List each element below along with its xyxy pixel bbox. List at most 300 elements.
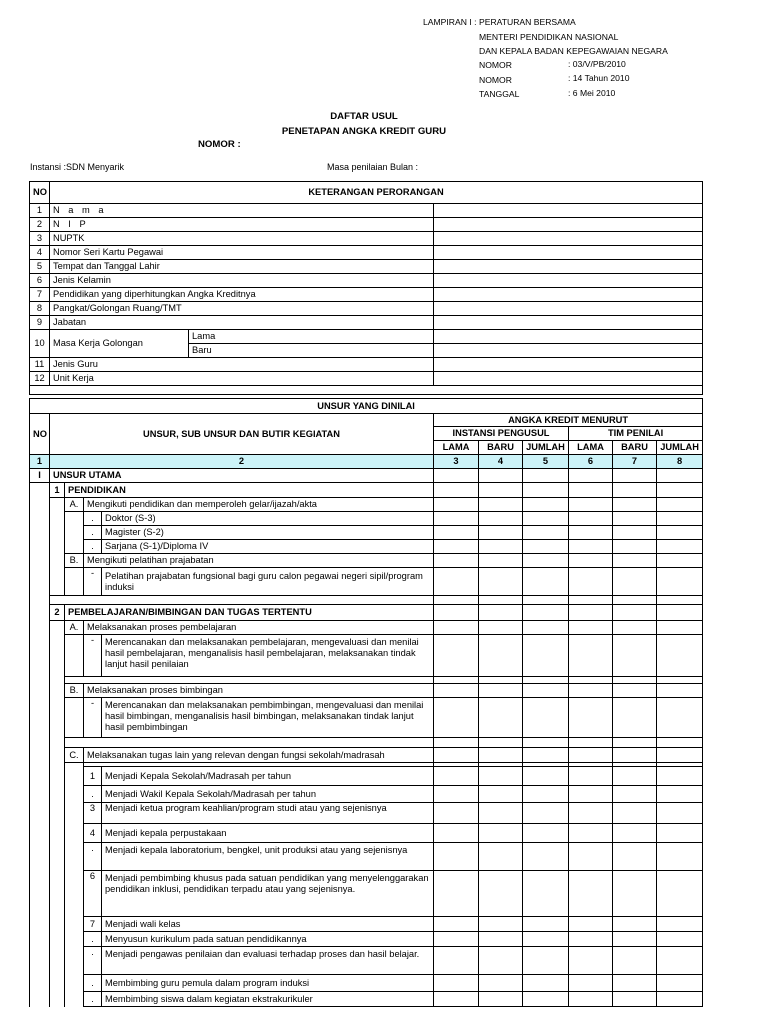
value-cell bbox=[65, 871, 84, 917]
value-cell bbox=[613, 824, 657, 843]
item-marker: . bbox=[84, 512, 102, 526]
value-cell bbox=[657, 605, 703, 621]
value-cell bbox=[569, 469, 613, 483]
value-cell bbox=[657, 767, 703, 786]
masa-penilaian-label: Masa penilaian Bulan : bbox=[327, 162, 419, 172]
value-cell bbox=[657, 526, 703, 540]
value-cell bbox=[434, 932, 479, 947]
value-cell bbox=[479, 596, 523, 605]
value-cell bbox=[65, 824, 84, 843]
value-cell bbox=[613, 554, 657, 568]
field-pangkat-label: Pangkat/Golongan Ruang/TMT bbox=[50, 302, 434, 316]
value-cell bbox=[65, 843, 84, 871]
value-cell bbox=[30, 568, 50, 596]
value-cell bbox=[65, 568, 84, 596]
field-masa-kerja-label: Masa Kerja Golongan bbox=[50, 330, 189, 358]
value-cell bbox=[657, 932, 703, 947]
value-cell bbox=[50, 540, 65, 554]
value-cell bbox=[50, 824, 65, 843]
item-text: Menyusun kurikulum pada satuan pendidikannya bbox=[102, 932, 434, 947]
meta-label-3: TANGGAL bbox=[479, 89, 520, 99]
value-cell bbox=[613, 767, 657, 786]
field-unit-kerja-value[interactable] bbox=[434, 372, 703, 386]
row-no: 6 bbox=[30, 274, 50, 288]
value-cell bbox=[50, 786, 65, 803]
value-cell bbox=[523, 975, 569, 992]
row-no: 1 bbox=[30, 204, 50, 218]
value-cell bbox=[30, 975, 50, 992]
unsur-col-desc: UNSUR, SUB UNSUR DAN BUTIR KEGIATAN bbox=[50, 414, 434, 455]
value-cell bbox=[523, 992, 569, 1007]
value-cell bbox=[434, 540, 479, 554]
item-marker: . bbox=[84, 843, 102, 871]
field-nip-label: N I P bbox=[50, 218, 434, 232]
nomor-label: NOMOR : bbox=[198, 139, 241, 150]
value-cell bbox=[479, 568, 523, 596]
value-cell bbox=[30, 871, 50, 917]
value-cell bbox=[434, 975, 479, 992]
value-cell bbox=[657, 824, 703, 843]
value-cell bbox=[569, 605, 613, 621]
col-num: 1 bbox=[30, 455, 50, 469]
field-jabatan-label: Jabatan bbox=[50, 316, 434, 330]
value-cell bbox=[65, 917, 84, 932]
item-marker: . bbox=[84, 786, 102, 803]
value-cell bbox=[613, 568, 657, 596]
personal-info-table bbox=[29, 181, 703, 395]
sub-unsur-number: 2 bbox=[50, 605, 65, 621]
value-cell bbox=[434, 526, 479, 540]
value-cell bbox=[30, 621, 50, 635]
field-unit-kerja-label: Unit Kerja bbox=[50, 372, 434, 386]
value-cell bbox=[569, 786, 613, 803]
value-cell bbox=[479, 498, 523, 512]
value-cell bbox=[657, 596, 703, 605]
value-cell bbox=[50, 526, 65, 540]
field-nuptk-value[interactable] bbox=[434, 232, 703, 246]
value-cell bbox=[613, 605, 657, 621]
value-cell bbox=[569, 947, 613, 975]
col-num: 5 bbox=[523, 455, 569, 469]
item-text: Menjadi kepala laboratorium, bengkel, unit produksi atau yang sejenisnya bbox=[102, 843, 434, 871]
value-cell bbox=[434, 871, 479, 917]
value-cell bbox=[65, 992, 84, 1007]
value-cell bbox=[613, 621, 657, 635]
row-no: 9 bbox=[30, 316, 50, 330]
value-cell bbox=[50, 932, 65, 947]
value-cell bbox=[569, 767, 613, 786]
value-cell bbox=[65, 947, 84, 975]
item-text: Menjadi ketua program keahlian/program studi atau yang sejenisnya bbox=[102, 803, 434, 824]
value-cell bbox=[479, 843, 523, 871]
field-jenis-kelamin-value[interactable] bbox=[434, 274, 703, 288]
value-cell bbox=[479, 540, 523, 554]
value-cell bbox=[479, 469, 523, 483]
meta-value-2: : 14 Tahun 2010 bbox=[568, 73, 630, 83]
item-text: Menjadi Wakil Kepala Sekolah/Madrasah per tahun bbox=[102, 786, 434, 803]
value-cell bbox=[613, 596, 657, 605]
value-cell bbox=[569, 483, 613, 498]
value-cell bbox=[65, 526, 84, 540]
row-no: 3 bbox=[30, 232, 50, 246]
item-marker: . bbox=[84, 975, 102, 992]
value-cell bbox=[569, 698, 613, 738]
lampiran-line-1: PERATURAN BERSAMA bbox=[479, 17, 576, 27]
value-cell bbox=[613, 498, 657, 512]
value-cell bbox=[434, 947, 479, 975]
value-cell bbox=[30, 748, 50, 763]
sub-unsur-number: 1 bbox=[50, 483, 65, 498]
col-num: 2 bbox=[50, 455, 434, 469]
col-num: 8 bbox=[657, 455, 703, 469]
col-num: 4 bbox=[479, 455, 523, 469]
value-cell bbox=[50, 843, 65, 871]
value-cell bbox=[65, 677, 434, 684]
item-marker: 3 bbox=[84, 803, 102, 824]
item-marker: 6 bbox=[84, 871, 102, 917]
unsur-col-no: NO bbox=[30, 414, 50, 455]
value-cell bbox=[434, 917, 479, 932]
item-text: Menjadi pembimbing khusus pada satuan pendidikan yang menyelenggarakan pendidikan inklusi, pendidikan terpadu atau yang sejenisnya. bbox=[102, 871, 434, 917]
item-marker: . bbox=[84, 992, 102, 1007]
value-cell bbox=[50, 917, 65, 932]
lampiran-label: LAMPIRAN I : bbox=[423, 17, 477, 27]
item-marker: . bbox=[84, 526, 102, 540]
value-cell bbox=[434, 803, 479, 824]
item-marker: 7 bbox=[84, 917, 102, 932]
value-cell bbox=[434, 635, 479, 677]
value-cell bbox=[30, 917, 50, 932]
sub-header-lama: LAMA bbox=[434, 441, 479, 455]
item-marker: - bbox=[84, 568, 102, 596]
value-cell bbox=[479, 698, 523, 738]
value-cell bbox=[523, 498, 569, 512]
value-cell bbox=[523, 483, 569, 498]
field-karpeg-value[interactable] bbox=[434, 246, 703, 260]
value-cell bbox=[50, 698, 65, 738]
value-cell bbox=[613, 738, 657, 748]
item-text: Merencanakan dan melaksanakan pembelajaran, mengevaluasi dan menilai hasil pembelajaran, menganalisis hasil pembelajaran, melaksanakan tindak lanjut hasil penilaian bbox=[102, 635, 434, 677]
value-cell bbox=[657, 992, 703, 1007]
value-cell bbox=[30, 684, 50, 698]
item-text: Melaksanakan tugas lain yang relevan dengan fungsi sekolah/madrasah bbox=[84, 748, 434, 763]
value-cell bbox=[479, 803, 523, 824]
value-cell bbox=[479, 824, 523, 843]
field-pendidikan-value[interactable] bbox=[434, 288, 703, 302]
field-jenis-kelamin-label: Jenis Kelamin bbox=[50, 274, 434, 288]
value-cell bbox=[30, 540, 50, 554]
value-cell bbox=[50, 992, 65, 1007]
value-cell bbox=[657, 786, 703, 803]
value-cell bbox=[657, 568, 703, 596]
value-cell bbox=[523, 677, 569, 684]
field-ttl-value[interactable] bbox=[434, 260, 703, 274]
item-text: Menjadi kepala perpustakaan bbox=[102, 824, 434, 843]
col-num: 3 bbox=[434, 455, 479, 469]
item-letter: B. bbox=[65, 684, 84, 698]
value-cell bbox=[479, 483, 523, 498]
value-cell bbox=[30, 596, 50, 605]
value-cell bbox=[479, 786, 523, 803]
item-text: Doktor (S-3) bbox=[102, 512, 434, 526]
value-cell bbox=[50, 498, 65, 512]
value-cell bbox=[50, 738, 65, 748]
value-cell bbox=[569, 540, 613, 554]
value-cell bbox=[523, 786, 569, 803]
value-cell bbox=[657, 871, 703, 917]
value-cell bbox=[434, 748, 479, 763]
value-cell bbox=[657, 917, 703, 932]
value-cell bbox=[613, 469, 657, 483]
value-cell bbox=[523, 540, 569, 554]
value-cell bbox=[523, 767, 569, 786]
title-line-2: PENETAPAN ANGKA KREDIT GURU bbox=[281, 126, 447, 137]
value-cell bbox=[434, 512, 479, 526]
field-nip-value[interactable] bbox=[434, 218, 703, 232]
item-text: Mengikuti pendidikan dan memperoleh gelar/ijazah/akta bbox=[84, 498, 434, 512]
value-cell bbox=[65, 932, 84, 947]
value-cell bbox=[479, 635, 523, 677]
value-cell bbox=[434, 767, 479, 786]
sub-unsur-pembelajaran: PEMBELAJARAN/BIMBINGAN DAN TUGAS TERTENTU bbox=[65, 605, 434, 621]
value-cell bbox=[65, 767, 84, 786]
value-cell bbox=[434, 605, 479, 621]
value-cell bbox=[569, 843, 613, 871]
value-cell bbox=[65, 512, 84, 526]
value-cell bbox=[613, 843, 657, 871]
value-cell bbox=[657, 621, 703, 635]
value-cell bbox=[523, 871, 569, 917]
value-cell bbox=[613, 975, 657, 992]
value-cell bbox=[479, 871, 523, 917]
value-cell bbox=[30, 803, 50, 824]
sub-header-baru: BARU bbox=[479, 441, 523, 455]
row-no: 10 bbox=[30, 330, 50, 358]
value-cell bbox=[50, 767, 65, 786]
field-ttl-label: Tempat dan Tanggal Lahir bbox=[50, 260, 434, 274]
value-cell bbox=[613, 540, 657, 554]
value-cell bbox=[479, 947, 523, 975]
value-cell bbox=[657, 947, 703, 975]
value-cell bbox=[434, 621, 479, 635]
value-cell bbox=[569, 498, 613, 512]
value-cell bbox=[569, 554, 613, 568]
value-cell bbox=[657, 698, 703, 738]
item-marker: - bbox=[84, 698, 102, 738]
item-letter: A. bbox=[65, 621, 84, 635]
value-cell bbox=[523, 803, 569, 824]
value-cell bbox=[569, 871, 613, 917]
row-no: 4 bbox=[30, 246, 50, 260]
value-cell bbox=[434, 738, 479, 748]
value-cell bbox=[523, 512, 569, 526]
value-cell bbox=[434, 677, 479, 684]
value-cell bbox=[434, 498, 479, 512]
value-cell bbox=[657, 748, 703, 763]
item-text: Pelatihan prajabatan fungsional bagi guru calon pegawai negeri sipil/program induksi bbox=[102, 568, 434, 596]
row-no: 11 bbox=[30, 358, 50, 372]
value-cell bbox=[523, 605, 569, 621]
value-cell bbox=[30, 635, 50, 677]
item-text: Membimbing guru pemula dalam program induksi bbox=[102, 975, 434, 992]
value-cell bbox=[65, 975, 84, 992]
item-text: Menjadi pengawas penilaian dan evaluasi terhadap proses dan hasil belajar. bbox=[102, 947, 434, 975]
roman-numeral: I bbox=[30, 469, 50, 483]
value-cell bbox=[30, 554, 50, 568]
value-cell bbox=[479, 767, 523, 786]
item-marker: 4 bbox=[84, 824, 102, 843]
value-cell bbox=[479, 512, 523, 526]
value-cell bbox=[50, 684, 65, 698]
value-cell bbox=[65, 698, 84, 738]
field-nama-value[interactable] bbox=[434, 204, 703, 218]
value-cell bbox=[30, 677, 50, 684]
sub-header-baru: BARU bbox=[613, 441, 657, 455]
value-cell bbox=[569, 677, 613, 684]
value-cell bbox=[479, 684, 523, 698]
value-cell bbox=[569, 621, 613, 635]
masa-kerja-baru-value[interactable] bbox=[434, 344, 703, 358]
value-cell bbox=[569, 512, 613, 526]
value-cell bbox=[657, 677, 703, 684]
value-cell bbox=[50, 975, 65, 992]
value-cell bbox=[657, 498, 703, 512]
value-cell bbox=[569, 526, 613, 540]
value-cell bbox=[613, 871, 657, 917]
value-cell bbox=[613, 677, 657, 684]
value-cell bbox=[479, 526, 523, 540]
item-letter: C. bbox=[65, 748, 84, 763]
value-cell bbox=[569, 917, 613, 932]
value-cell bbox=[434, 554, 479, 568]
value-cell bbox=[523, 698, 569, 738]
value-cell bbox=[50, 554, 65, 568]
value-cell bbox=[657, 843, 703, 871]
row-no: 7 bbox=[30, 288, 50, 302]
masa-kerja-lama-label: Lama bbox=[189, 330, 434, 344]
item-text: Magister (S-2) bbox=[102, 526, 434, 540]
meta-value-1: : 03/V/PB/2010 bbox=[568, 59, 626, 69]
value-cell bbox=[613, 635, 657, 677]
value-cell bbox=[479, 605, 523, 621]
item-text: Melaksanakan proses bimbingan bbox=[84, 684, 434, 698]
value-cell bbox=[613, 684, 657, 698]
masa-kerja-baru-label: Baru bbox=[189, 344, 434, 358]
lampiran-line-2: MENTERI PENDIDIKAN NASIONAL bbox=[479, 32, 619, 42]
value-cell bbox=[434, 469, 479, 483]
value-cell bbox=[523, 526, 569, 540]
value-cell bbox=[657, 635, 703, 677]
value-cell bbox=[50, 596, 434, 605]
value-cell bbox=[65, 738, 434, 748]
value-cell bbox=[30, 843, 50, 871]
value-cell bbox=[523, 469, 569, 483]
item-marker: . bbox=[84, 932, 102, 947]
instansi-pengusul-header: INSTANSI PENGUSUL bbox=[434, 427, 569, 441]
value-cell bbox=[50, 512, 65, 526]
value-cell bbox=[50, 871, 65, 917]
value-cell bbox=[569, 748, 613, 763]
value-cell bbox=[50, 568, 65, 596]
item-marker: 1 bbox=[84, 767, 102, 786]
value-cell bbox=[479, 975, 523, 992]
value-cell bbox=[65, 635, 84, 677]
value-cell bbox=[657, 483, 703, 498]
value-cell bbox=[50, 803, 65, 824]
sub-unsur-pendidikan: PENDIDIKAN bbox=[65, 483, 434, 498]
value-cell bbox=[613, 483, 657, 498]
value-cell bbox=[523, 684, 569, 698]
field-karpeg-label: Nomor Seri Kartu Pegawai bbox=[50, 246, 434, 260]
field-pangkat-value[interactable] bbox=[434, 302, 703, 316]
value-cell bbox=[523, 554, 569, 568]
value-cell bbox=[30, 992, 50, 1007]
value-cell bbox=[523, 568, 569, 596]
value-cell bbox=[569, 568, 613, 596]
value-cell bbox=[434, 684, 479, 698]
field-nama-label: N a m a bbox=[50, 204, 434, 218]
value-cell bbox=[434, 824, 479, 843]
meta-label-2: NOMOR bbox=[479, 75, 512, 85]
value-cell bbox=[479, 621, 523, 635]
value-cell bbox=[479, 677, 523, 684]
masa-kerja-lama-value[interactable] bbox=[434, 330, 703, 344]
field-pendidikan-label: Pendidikan yang diperhitungkan Angka Kreditnya bbox=[50, 288, 434, 302]
value-cell bbox=[434, 483, 479, 498]
value-cell bbox=[523, 932, 569, 947]
value-cell bbox=[479, 992, 523, 1007]
value-cell bbox=[569, 992, 613, 1007]
value-cell bbox=[657, 684, 703, 698]
title-line-1: DAFTAR USUL bbox=[330, 111, 398, 122]
value-cell bbox=[613, 932, 657, 947]
keterangan-header: KETERANGAN PERORANGAN bbox=[50, 182, 703, 204]
field-jenis-guru-value[interactable] bbox=[434, 358, 703, 372]
tim-penilai-header: TIM PENILAI bbox=[569, 427, 703, 441]
value-cell bbox=[30, 498, 50, 512]
field-jabatan-value[interactable] bbox=[434, 316, 703, 330]
field-nuptk-label: NUPTK bbox=[50, 232, 434, 246]
value-cell bbox=[569, 635, 613, 677]
item-text: Menjadi wali kelas bbox=[102, 917, 434, 932]
item-text: Menjadi Kepala Sekolah/Madrasah per tahun bbox=[102, 767, 434, 786]
item-text: Membimbing siswa dalam kegiatan ekstrakurikuler bbox=[102, 992, 434, 1007]
value-cell bbox=[30, 786, 50, 803]
lampiran-line-3: DAN KEPALA BADAN KEPEGAWAIAN NEGARA bbox=[479, 46, 668, 56]
value-cell bbox=[613, 803, 657, 824]
value-cell bbox=[657, 738, 703, 748]
value-cell bbox=[30, 824, 50, 843]
value-cell bbox=[434, 992, 479, 1007]
value-cell bbox=[434, 843, 479, 871]
value-cell bbox=[30, 932, 50, 947]
value-cell bbox=[569, 738, 613, 748]
value-cell bbox=[523, 748, 569, 763]
value-cell bbox=[569, 824, 613, 843]
value-cell bbox=[479, 554, 523, 568]
item-marker: . bbox=[84, 947, 102, 975]
instansi-label: Instansi :SDN Menyarik bbox=[30, 162, 125, 172]
value-cell bbox=[65, 540, 84, 554]
value-cell bbox=[434, 698, 479, 738]
value-cell bbox=[30, 512, 50, 526]
value-cell bbox=[30, 738, 50, 748]
value-cell bbox=[657, 469, 703, 483]
col-no-header: NO bbox=[30, 182, 50, 204]
value-cell bbox=[50, 677, 65, 684]
item-letter: B. bbox=[65, 554, 84, 568]
value-cell bbox=[613, 748, 657, 763]
